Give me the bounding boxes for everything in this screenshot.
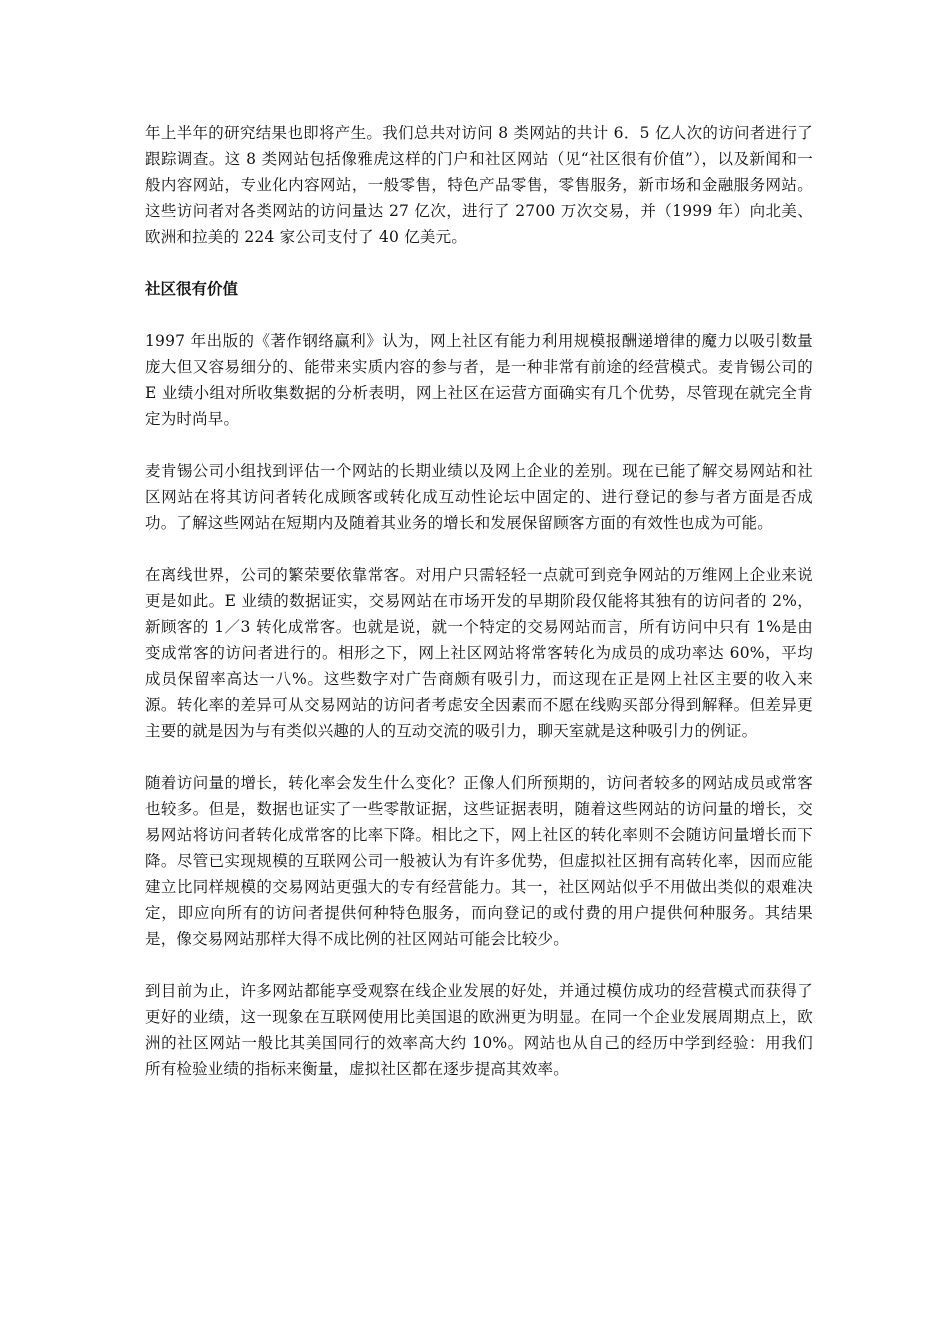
body-paragraph-3: 在离线世界，公司的繁荣要依靠常客。对用户只需轻轻一点就可到竞争网站的万维网上企业来说更是如此。E 业绩的数据证实，交易网站在市场开发的早期阶段仅能将其独有的访问者的 2%，新顾客的 1／3 转化成常客。也就是说，就一个特定的交易网站而言，所有访问中只有 1%是由变成常客的访问者进行的。相形之下，网上社区网站将常客转化为成员的成功率达 60%，平均成员保留率高达一八%。这些数字对广告商颇有吸引力，而这现在正是网上社区主要的收入来源。转化率的差异可从交易网站的访问者考虑安全因素而不愿在线购买部分得到解释。但差异更主要的就是因为与有类似兴趣的人的互动交流的吸引力，聊天室就是这种吸引力的例证。 [145,566,813,740]
section-heading: 社区很有价值 [145,280,239,298]
body-paragraph-5: 到目前为止，许多网站都能享受观察在线企业发展的好处，并通过模仿成功的经营模式而获得了更好的业绩，这一现象在互联网使用比美国退的欧洲更为明显。在同一个企业发展周期点上，欧洲的社区网站一般比其美国同行的效率高大约 10%。网站也从自己的经历中学到经验：用我们所有检验业绩的指标来衡量，虚拟社区都在逐步提高其效率。 [145,982,813,1078]
document-page [145,120,813,1082]
intro-paragraph: 年上半年的研究结果也即将产生。我们总共对访问 8 类网站的共计 6．5 亿人次的访问者进行了跟踪调查。这 8 类网站包括像雅虎这样的门户和社区网站（见“社区很有价值”），以及新闻和一般内容网站，专业化内容网站，一般零售，特色产品零售，零售服务，新市场和金融服务网站。这些访问者对各类网站的访问量达 27 亿次，进行了 2700 万次交易，并（1999 年）向北美、欧洲和拉美的 224 家公司支付了 40 亿美元。 [145,124,813,246]
body-paragraph-2: 麦肯锡公司小组找到评估一个网站的长期业绩以及网上企业的差别。现在已能了解交易网站和社区网站在将其访问者转化成顾客或转化成互动性论坛中固定的、进行登记的参与者方面是否成功。了解这些网站在短期内及随着其业务的增长和发展保留顾客方面的有效性也成为可能。 [145,462,813,532]
body-paragraph-4: 随着访问量的增长，转化率会发生什么变化？正像人们所预期的，访问者较多的网站成员或常客也较多。但是，数据也证实了一些零散证据，这些证据表明，随着这些网站的访问量的增长，交易网站将访问者转化成常客的比率下降。相比之下，网上社区的转化率则不会随访问量增长而下降。尽管已实现规模的互联网公司一般被认为有许多优势，但虚拟社区拥有高转化率，因而应能建立比同样规模的交易网站更强大的专有经营能力。其一，社区网站似乎不用做出类似的艰难决定，即应向所有的访问者提供何种特色服务，而向登记的或付费的用户提供何种服务。其结果是，像交易网站那样大得不成比例的社区网站可能会比较少。 [145,774,813,948]
body-paragraph-1: 1997 年出版的《著作钢络赢利》认为，网上社区有能力利用规模报酬递增律的魔力以吸引数量庞大但又容易细分的、能带来实质内容的参与者，是一种非常有前途的经营模式。麦肯锡公司的 E 业绩小组对所收集数据的分析表明，网上社区在运营方面确实有几个优势，尽管现在就完全肯定为时尚早。 [145,332,813,428]
